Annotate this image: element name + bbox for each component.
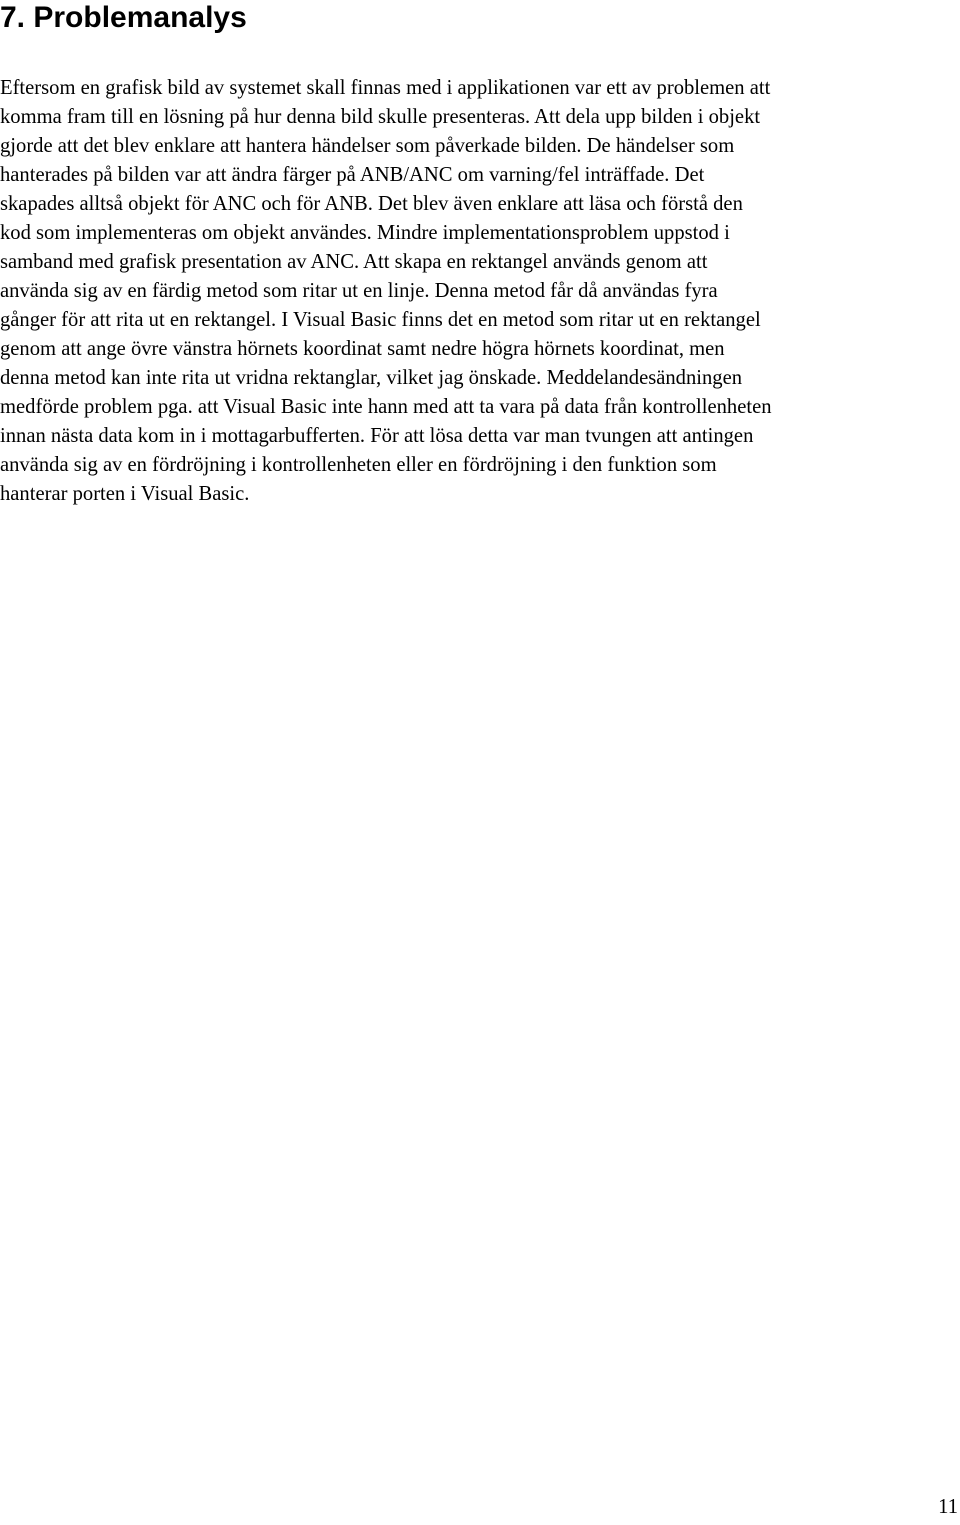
body-paragraph	[0, 74, 960, 509]
paragraph-line: komma fram till en lösning på hur denna bild skulle presenteras. Att dela upp bilden i objekt	[0, 106, 761, 128]
section-heading: 7. Problemanalys	[0, 1, 247, 34]
paragraph-line: gjorde att det blev enklare att hantera händelser som påverkade bilden. De händelser som	[0, 135, 735, 157]
paragraph-line: denna metod kan inte rita ut vridna rektanglar, vilket jag önskade. Meddelandesändningen	[0, 367, 743, 389]
paragraph-line: innan nästa data kom in i mottagarbufferten. För att lösa detta var man tvungen att antingen	[0, 425, 754, 447]
paragraph-line: kod som implementeras om objekt användes. Mindre implementationsproblem uppstod i	[0, 222, 730, 244]
paragraph-line: medförde problem pga. att Visual Basic inte hann med att ta vara på data från kontrollenheten	[0, 396, 772, 418]
paragraph-line: använda sig av en färdig metod som ritar ut en linje. Denna metod får då användas fyra	[0, 280, 718, 302]
paragraph-line: använda sig av en fördröjning i kontrollenheten eller en fördröjning i den funktion som	[0, 454, 717, 476]
paragraph-line: skapades alltså objekt för ANC och för ANB. Det blev även enklare att läsa och förstå den	[0, 193, 743, 215]
paragraph-line: hanterades på bilden var att ändra färger på ANB/ANC om varning/fel inträffade. Det	[0, 164, 705, 186]
page-number: 11	[938, 1496, 958, 1518]
paragraph-line: Eftersom en grafisk bild av systemet skall finnas med i applikationen var ett av problemen att	[0, 77, 771, 99]
paragraph-line: hanterar porten i Visual Basic.	[0, 483, 250, 505]
paragraph-line: samband med grafisk presentation av ANC. Att skapa en rektangel används genom att	[0, 251, 708, 273]
paragraph-line: gånger för att rita ut en rektangel. I Visual Basic finns det en metod som ritar ut en rektangel	[0, 309, 761, 331]
paragraph-line: genom att ange övre vänstra hörnets koordinat samt nedre högra hörnets koordinat, men	[0, 338, 725, 360]
